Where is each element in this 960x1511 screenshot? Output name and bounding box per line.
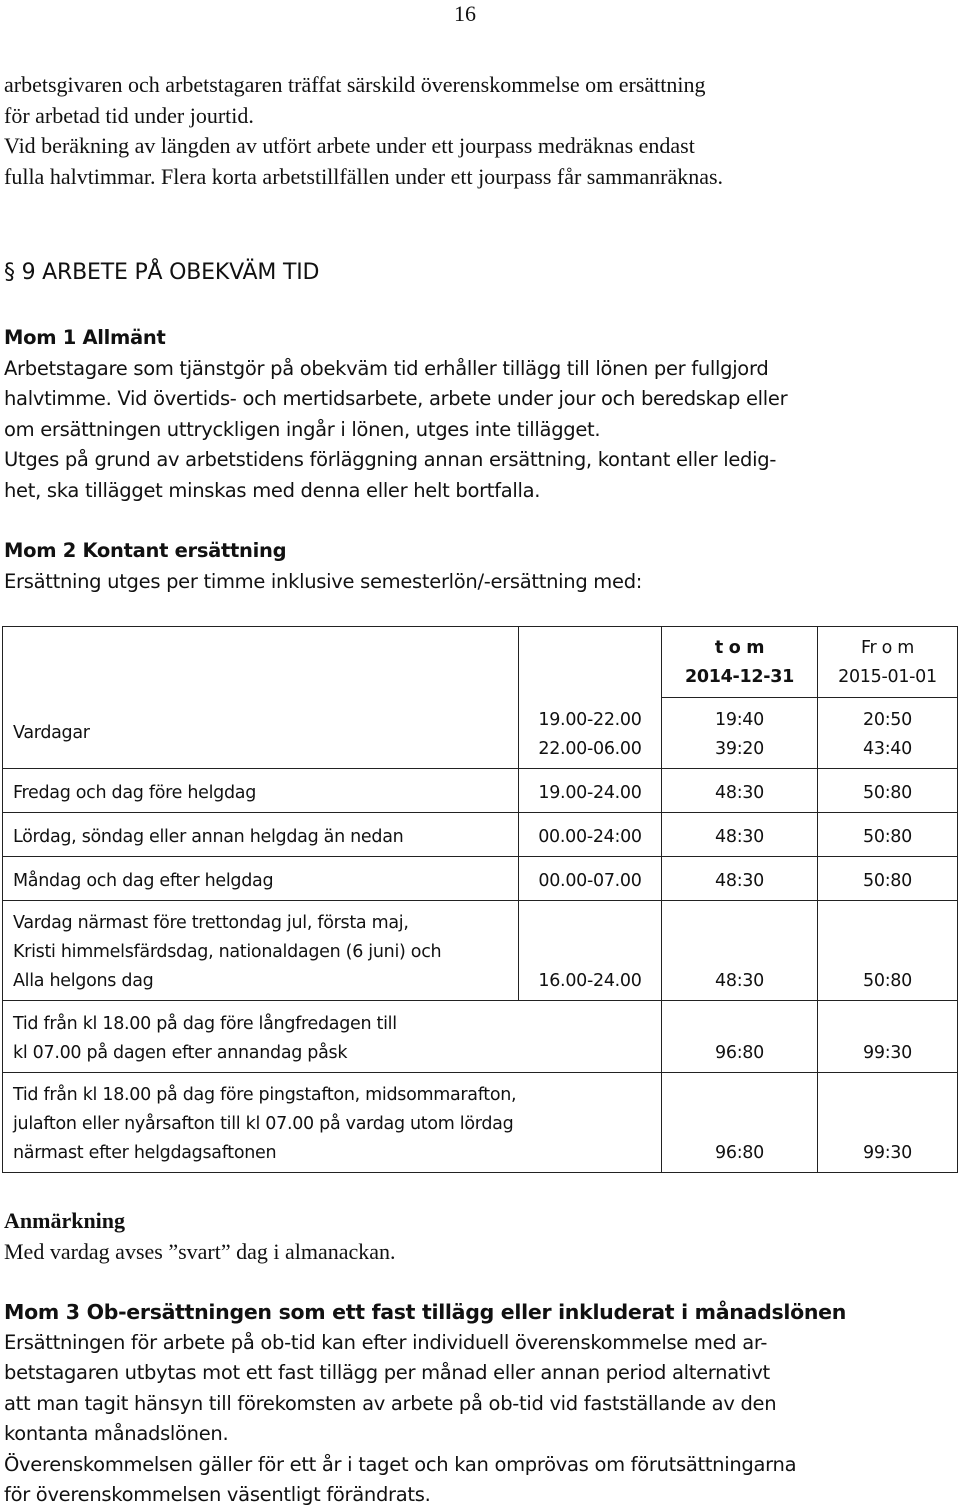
note-title: Anmärkning	[4, 1208, 126, 1233]
text-line: för arbetad tid under jourtid.	[4, 102, 254, 128]
table-row	[3, 813, 958, 857]
row-label: Vardagar	[3, 698, 519, 769]
row-value-tom: 48:30	[715, 971, 764, 991]
table-row	[3, 698, 958, 769]
mom2-intro: Ersättning utges per timme inklusive semesterlön/-ersättning med:	[4, 569, 643, 593]
text-line: om ersättningen uttryckligen ingår i lönen, utges inte tillägget.	[4, 417, 601, 441]
row-value-tom: 48:30	[715, 783, 764, 803]
mom3-block	[4, 1297, 954, 1511]
text-line: för överenskommelsen väsentligt förändrats.	[4, 1483, 431, 1506]
text-line: Vid beräkning av längden av utfört arbete under ett jourpass medräknas endast	[4, 133, 695, 158]
row-time: 19.00-24.00	[538, 783, 642, 803]
text-line: att man tagit hänsyn till förekomsten av arbete på ob-tid vid fastställande av den	[4, 1391, 777, 1415]
table-header-row	[3, 627, 958, 698]
row-value-from: 99:30	[863, 1043, 912, 1063]
row-label: Lördag, söndag eller annan helgdag än nedan	[13, 827, 404, 847]
mom1-title: Mom 1 Allmänt	[4, 326, 166, 349]
row-value-tom: 48:30	[715, 871, 764, 891]
row-time: 16.00-24.00	[538, 971, 642, 991]
text-line: Arbetstagare som tjänstgör på obekväm tid erhåller tillägg till lönen per fullgjord	[4, 356, 769, 380]
table-row	[3, 857, 958, 901]
mom2-block	[4, 536, 954, 597]
row-label: Tid från kl 18.00 på dag före långfredagen till kl 07.00 på dagen efter annandag påsk	[3, 1001, 662, 1073]
text-line: het, ska tillägget minskas med denna eller helt bortfalla.	[4, 478, 541, 502]
mom2-title: Mom 2 Kontant ersättning	[4, 539, 287, 562]
text-line: arbetsgivaren och arbetstagaren träffat särskild överenskommelse om ersättning	[4, 72, 706, 97]
note-block	[4, 1206, 954, 1267]
row-value-from: 99:30	[863, 1143, 912, 1163]
text-line: halvtimme. Vid övertids- och mertidsarbete, arbete under jour och beredskap eller	[4, 387, 788, 410]
table-row	[3, 901, 958, 1001]
mom3-title: Mom 3 Ob-ersättningen som ett fast tillägg eller inkluderat i månadslönen	[4, 1300, 847, 1324]
text-line: Utges på grund av arbetstidens förläggning annan ersättning, kontant eller ledig-	[4, 448, 777, 471]
row-label: Fredag och dag före helgdag	[13, 783, 257, 803]
mom1-block	[4, 323, 954, 506]
text-line: Ersättningen för arbete på ob-tid kan efter individuell överenskommelse med ar-	[4, 1330, 768, 1354]
table-row	[3, 769, 958, 813]
row-value-tom: 96:80	[715, 1143, 764, 1163]
text-line: Överenskommelsen gäller för ett år i taget och kan omprövas om förutsättningarna	[4, 1452, 797, 1476]
text-line: betstagaren utbytas mot ett fast tillägg per månad eller annan period alternativt	[4, 1361, 770, 1384]
row-value-from: 50:80	[863, 783, 912, 803]
row-label: Vardag närmast före trettondag jul, första maj, Kristi himmelsfärdsdag, nationaldagen (6 juni) och Alla helgons dag	[3, 901, 519, 1001]
row-value-tom: 96:80	[715, 1043, 764, 1063]
row-time: 19.00-22.00 22.00-06.00	[519, 698, 662, 769]
row-time: 00.00-24:00	[538, 827, 642, 847]
header-col-tom: t o m 2014-12-31	[662, 627, 818, 698]
intro-paragraph	[4, 70, 954, 192]
table-row	[3, 1001, 958, 1073]
page-number: 16	[454, 1, 476, 26]
row-value-from: 20:50 43:40	[818, 698, 958, 769]
text-line: kontanta månadslönen.	[4, 1422, 229, 1445]
ob-rates-table	[2, 626, 958, 1173]
row-label: Måndag och dag efter helgdag	[13, 871, 274, 891]
row-value-from: 50:80	[863, 971, 912, 991]
row-label: Tid från kl 18.00 på dag före pingstafton, midsommarafton, julafton eller nyårsafton till kl 07.00 på vardag utom lördag närmast efter helgdagsaftonen	[3, 1073, 662, 1173]
text-line: fulla halvtimmar. Flera korta arbetstillfällen under ett jourpass får sammanräknas.	[4, 163, 724, 189]
row-value-tom: 19:40 39:20	[662, 698, 818, 769]
section-heading: § 9 ARBETE PÅ OBEKVÄM TID	[4, 260, 320, 285]
row-time: 00.00-07.00	[538, 871, 642, 891]
row-value-from: 50:80	[863, 871, 912, 891]
note-text: Med vardag avses ”svart” dag i almanackan.	[4, 1238, 396, 1264]
row-value-tom: 48:30	[715, 827, 764, 847]
table-row	[3, 1073, 958, 1173]
header-col-from: Fr o m 2015-01-01	[818, 627, 958, 698]
row-value-from: 50:80	[863, 827, 912, 847]
